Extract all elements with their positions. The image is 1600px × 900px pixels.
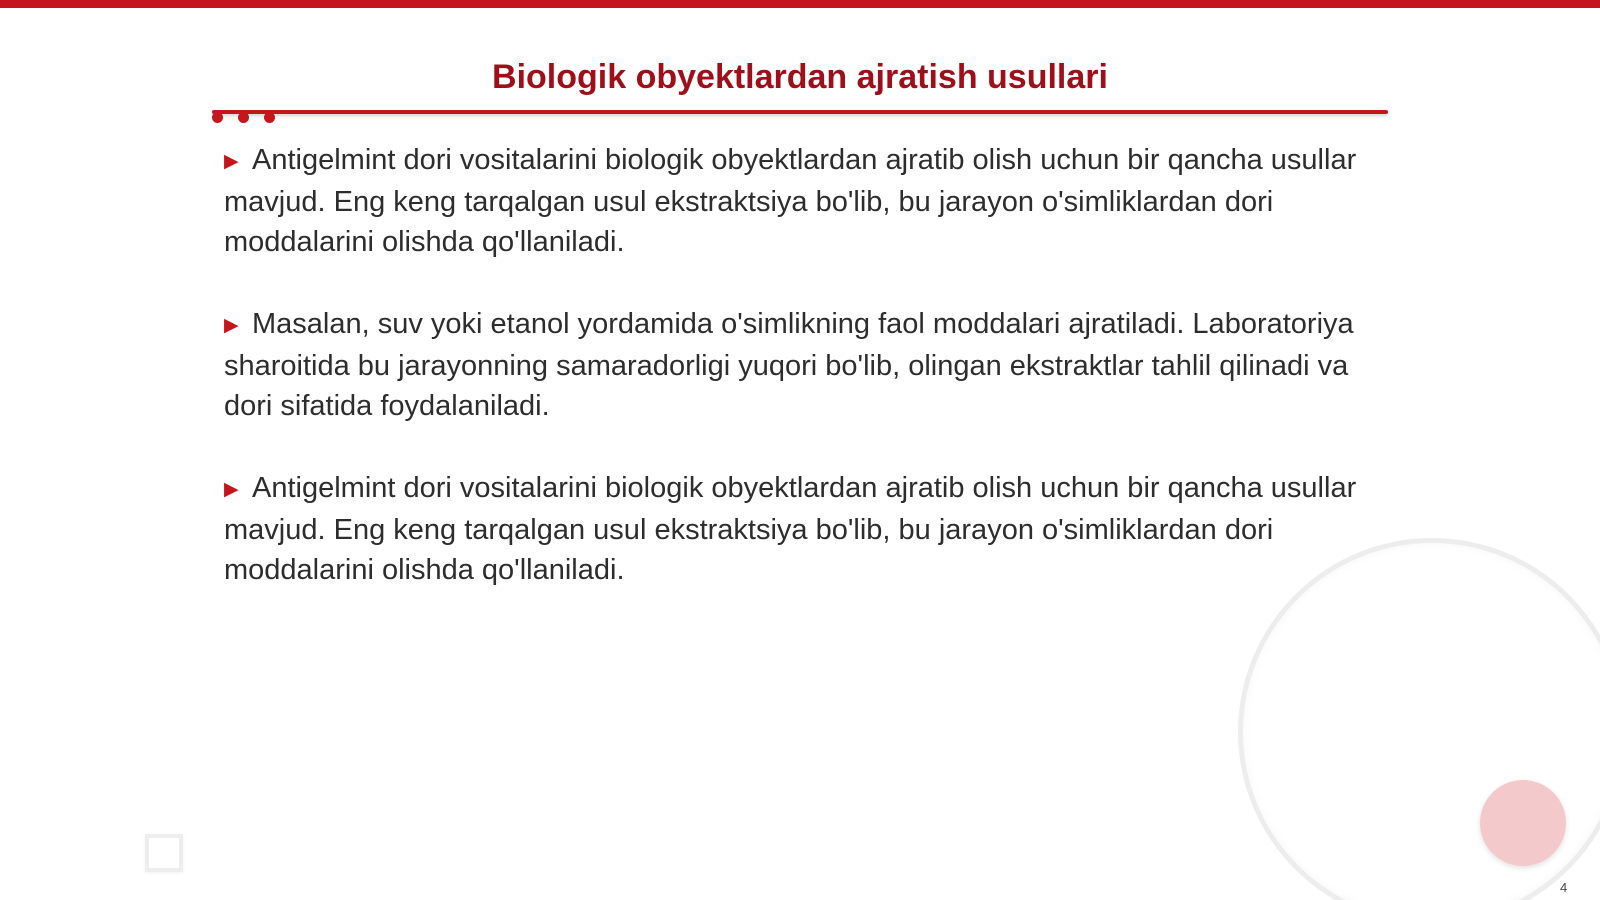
bullet-text: Antigelmint dori vositalarini biologik obyektlardan ajratib olish uchun bir qancha usullar mavjud. Eng keng tarqalgan usul ekstraktsiya bo'lib, bu jarayon o'simliklardan dori moddalarini olishda qo'llaniladi. — [224, 144, 1357, 258]
bullet-list — [224, 140, 1380, 632]
bullet-item — [224, 140, 1380, 262]
triangle-bullet-icon: ▶ — [224, 151, 239, 172]
dot-icon — [264, 112, 275, 123]
slide-title: Biologik obyektlardan ajratish usullari — [492, 58, 1108, 96]
decorative-pink-circle — [1480, 780, 1566, 866]
dot-icon — [212, 112, 223, 123]
bullet-text: Masalan, suv yoki etanol yordamida o'simlikning faol moddalari ajratiladi. Laboratoriya sharoitida bu jarayonning samaradorligi yuqori bo'lib, olingan ekstraktlar tahlil qilinadi va dori sifatida foydalaniladi. — [224, 308, 1354, 422]
triangle-bullet-icon: ▶ — [224, 315, 239, 336]
bullet-item — [224, 468, 1380, 590]
bullet-item — [224, 304, 1380, 426]
bullet-text: Antigelmint dori vositalarini biologik obyektlardan ajratib olish uchun bir qancha usullar mavjud. Eng keng tarqalgan usul ekstraktsiya bo'lib, bu jarayon o'simliklardan dori moddalarini olishda qo'llaniladi. — [224, 472, 1357, 586]
title-dots-decoration — [212, 112, 275, 123]
dot-icon — [238, 112, 249, 123]
decorative-square — [145, 834, 183, 872]
page-number: 4 — [1560, 880, 1568, 895]
top-accent-bar — [0, 0, 1600, 8]
triangle-bullet-icon: ▶ — [224, 479, 239, 500]
title-underline — [212, 110, 1388, 114]
